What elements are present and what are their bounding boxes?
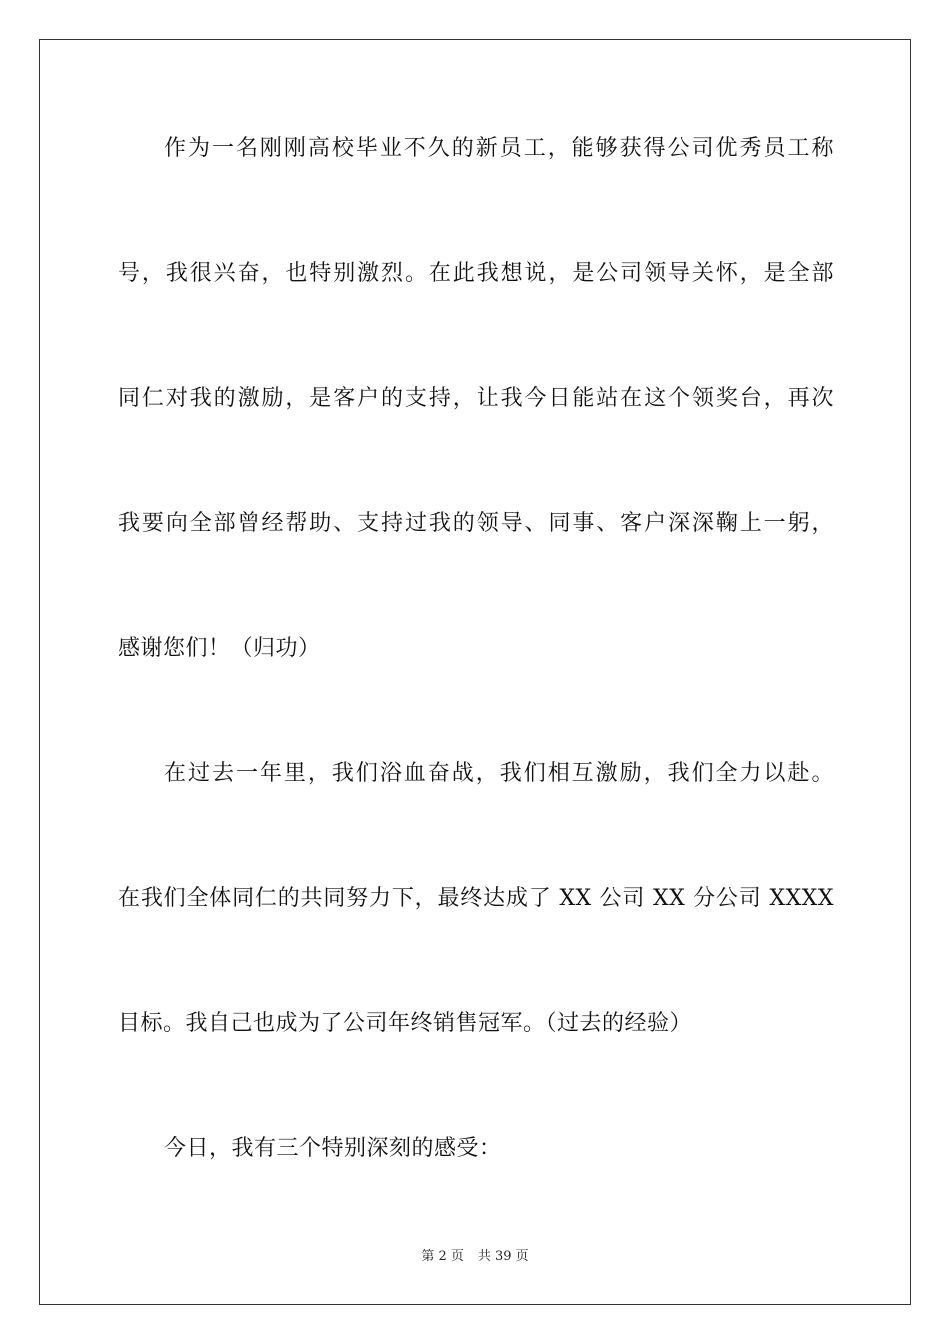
page-number: 第 2 页 — [421, 1249, 464, 1264]
paragraph-line: 我要向全部曾经帮助、支持过我的领导、同事、客户深深鞠上一躬， — [118, 511, 834, 536]
paragraph-line: 今日，我有三个特别深刻的感受： — [164, 1136, 502, 1161]
paragraph-line: 作为一名刚刚高校毕业不久的新员工，能够获得公司优秀员工称 — [164, 136, 834, 161]
page-border — [39, 39, 911, 1305]
paragraph-line: 同仁对我的激励，是客户的支持，让我今日能站在这个领奖台，再次 — [118, 386, 834, 411]
paragraph-line: 目标。我自己也成为了公司年终销售冠军。（过去的经验） — [118, 1011, 693, 1036]
page-total: 共 39 页 — [477, 1249, 529, 1264]
paragraph-line: 在过去一年里，我们浴血奋战，我们相互激励，我们全力以赴。 — [164, 761, 834, 786]
paragraph-line: 感谢您们！（归功） — [118, 636, 321, 661]
paragraph-line: 号，我很兴奋，也特别激烈。在此我想说，是公司领导关怀，是全部 — [118, 261, 834, 286]
page-footer — [0, 1248, 950, 1266]
paragraph-line: 在我们全体同仁的共同努力下，最终达成了 XX 公司 XX 分公司 XXXX — [118, 886, 834, 911]
